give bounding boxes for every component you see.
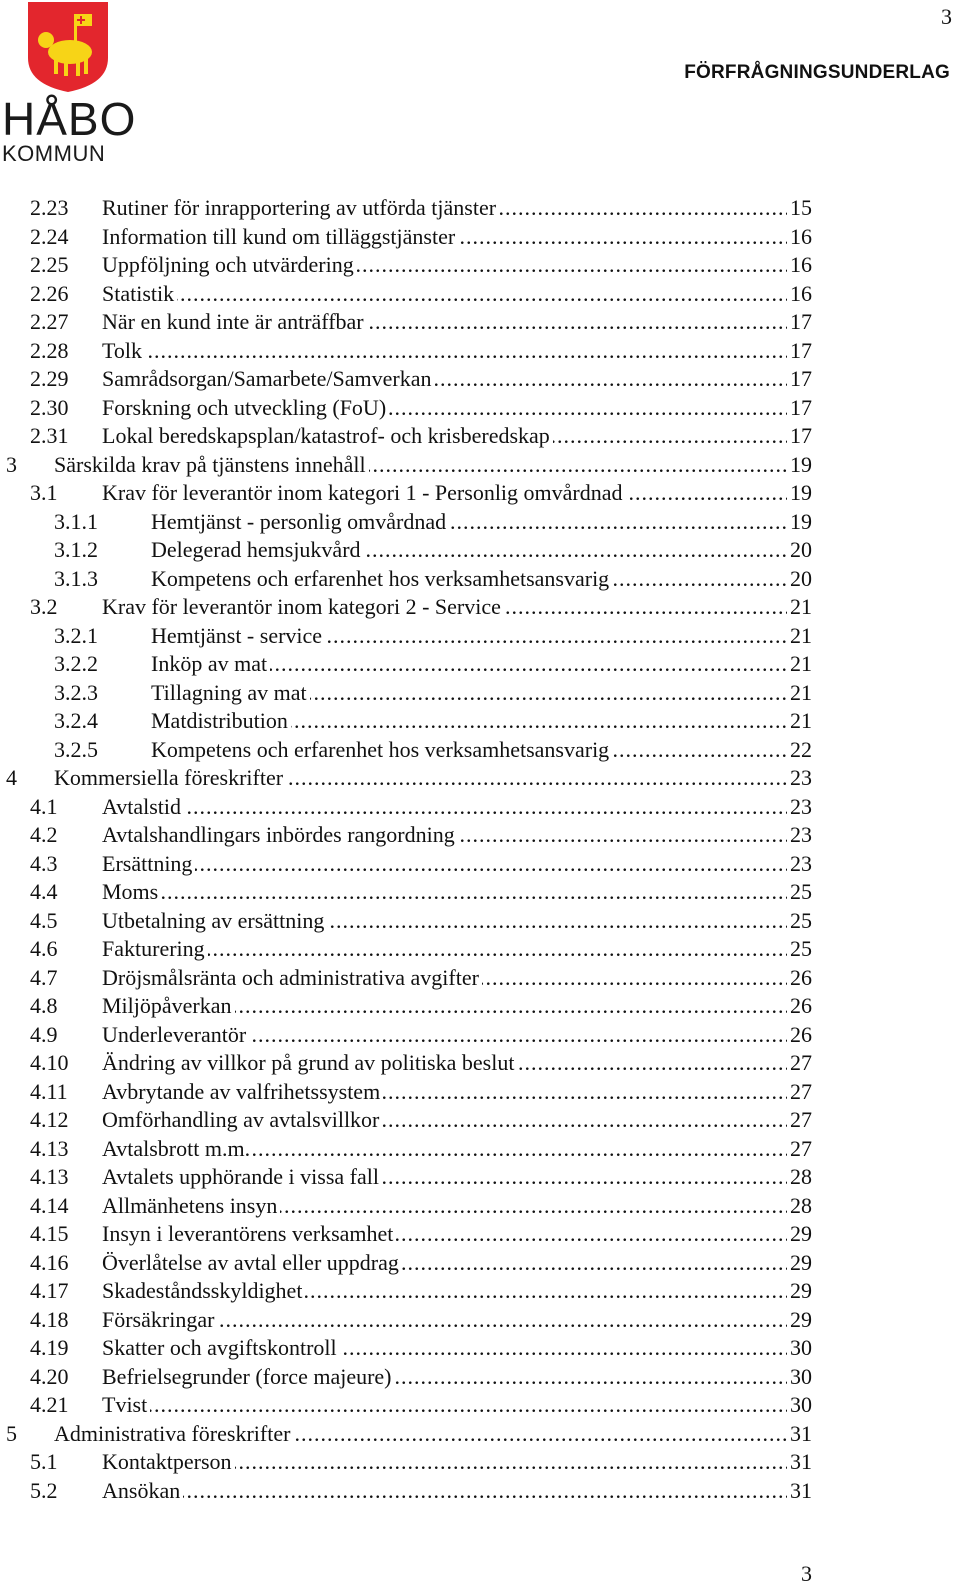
toc-entry-page: 20 [787, 565, 812, 593]
toc-entry-page: 21 [787, 679, 812, 707]
toc-entry-title: Forskning och utveckling (FoU) [102, 395, 389, 420]
toc-entry-number: 5.1 [30, 1449, 58, 1474]
toc-entry-leader [102, 365, 810, 393]
toc-entry-leader [102, 251, 810, 279]
toc-entry[interactable] [0, 308, 960, 337]
toc-entry-title: Avtalsbrott m.m. [102, 1136, 253, 1161]
toc-entry-page: 19 [787, 508, 812, 536]
toc-entry[interactable] [0, 964, 960, 993]
toc-entry-page: 25 [787, 878, 812, 906]
toc-entry-leader [151, 736, 810, 764]
toc-entry-leader [102, 1334, 810, 1362]
toc-entry-leader [102, 1448, 810, 1476]
toc-entry-title: Tillagning av mat [151, 680, 310, 705]
toc-entry-number: 3.2.1 [54, 622, 98, 648]
toc-entry[interactable] [0, 935, 960, 964]
toc-entry-page: 30 [787, 1363, 812, 1391]
toc-entry-leader [102, 1477, 810, 1505]
toc-entry-title: Omförhandling av avtalsvillkor [102, 1107, 382, 1132]
toc-entry[interactable] [0, 1420, 960, 1449]
toc-entry-page: 17 [787, 422, 812, 450]
toc-entry-page: 23 [787, 793, 812, 821]
toc-entry-title: Miljöpåverkan [102, 993, 235, 1018]
toc-entry-page: 17 [787, 337, 812, 365]
toc-entry-number: 2.25 [30, 252, 69, 277]
document-type: FÖRFRÅGNINGSUNDERLAG [684, 62, 950, 83]
toc-entry-number: 4.19 [30, 1335, 69, 1360]
toc-entry-title: Underleverantör [102, 1022, 249, 1047]
toc-entry-page: 30 [787, 1391, 812, 1419]
toc-entry[interactable] [0, 422, 960, 451]
toc-entry-number: 4.7 [30, 964, 58, 990]
toc-entry-title: Delegerad hemsjukvård [151, 537, 364, 562]
toc-entry-leader [102, 821, 810, 849]
toc-entry-page: 27 [787, 1106, 812, 1134]
toc-entry[interactable] [0, 1135, 960, 1164]
toc-entry-number: 4.13 [30, 1164, 69, 1189]
toc-entry-title: Krav för leverantör inom kategori 2 - Service [102, 594, 504, 619]
toc-entry-number: 3.1.3 [54, 565, 98, 591]
toc-entry[interactable] [0, 622, 960, 651]
toc-entry-page: 19 [787, 451, 812, 479]
toc-entry-number: 2.28 [30, 337, 69, 363]
toc-entry-number: 4.1 [30, 793, 58, 819]
toc-entry-number: 5.2 [30, 1477, 58, 1503]
toc-entry-leader [102, 308, 810, 336]
toc-entry-number: 4.6 [30, 936, 58, 961]
toc-entry-page: 21 [787, 622, 812, 650]
toc-entry[interactable] [0, 736, 960, 765]
toc-entry-leader [151, 622, 810, 650]
toc-entry-leader [102, 394, 810, 422]
toc-entry[interactable] [0, 365, 960, 394]
logo-text-kommun: KOMMUN [2, 141, 106, 166]
toc-entry-leader [102, 793, 810, 821]
toc-entry-leader [54, 1420, 810, 1448]
toc-entry-title: Uppföljning och utvärdering [102, 252, 357, 277]
toc-entry-title: Överlåtelse av avtal eller uppdrag [102, 1250, 402, 1275]
toc-entry[interactable] [0, 1477, 960, 1506]
toc-entry-number: 4.4 [30, 879, 58, 904]
toc-entry-page: 28 [787, 1192, 812, 1220]
toc-entry-number: 2.23 [30, 195, 69, 220]
toc-entry-title: Statistik [102, 281, 177, 306]
toc-entry[interactable] [0, 479, 960, 508]
toc-entry-title: Kompetens och erfarenhet hos verksamhetsansvarig [151, 566, 612, 591]
toc-entry-leader [151, 536, 810, 564]
toc-entry-number: 3.2.5 [54, 736, 98, 762]
toc-entry-title: Krav för leverantör inom kategori 1 - Personlig omvårdnad [102, 480, 626, 505]
toc-entry-leader [102, 1306, 810, 1334]
toc-entry-leader [54, 451, 810, 479]
toc-entry[interactable] [0, 907, 960, 936]
toc-entry-number: 4 [6, 765, 17, 790]
toc-entry-number: 4.9 [30, 1021, 58, 1047]
toc-entry-title: Skadeståndsskyldighet [102, 1278, 305, 1303]
toc-entry-title: Skatter och avgiftskontroll [102, 1335, 340, 1360]
toc-entry-number: 4.3 [30, 850, 58, 876]
toc-entry-number: 4.16 [30, 1249, 69, 1275]
toc-entry-leader [102, 479, 810, 507]
toc-entry-title: Försäkringar [102, 1307, 217, 1332]
toc-entry[interactable] [0, 679, 960, 708]
toc-entry-page: 17 [787, 308, 812, 336]
toc-entry-page: 16 [787, 280, 812, 308]
toc-entry-title: Information till kund om tilläggstjänster [102, 224, 458, 249]
toc-entry-leader [102, 1363, 810, 1391]
toc-entry-number: 2.31 [30, 423, 69, 448]
toc-entry-leader [54, 764, 810, 792]
toc-entry[interactable] [0, 1220, 960, 1249]
toc-entry-leader [102, 337, 810, 365]
toc-entry-number: 3.2.2 [54, 651, 98, 676]
toc-entry-page: 27 [787, 1078, 812, 1106]
toc-entry-leader [102, 593, 810, 621]
toc-entry-page: 30 [787, 1334, 812, 1362]
toc-entry-leader [102, 907, 810, 935]
toc-entry-leader [151, 565, 810, 593]
toc-entry[interactable] [0, 1306, 960, 1335]
toc-entry-page: 15 [787, 194, 812, 222]
toc-entry-page: 29 [787, 1306, 812, 1334]
toc-entry-title: Hemtjänst - service [151, 623, 325, 648]
toc-entry[interactable] [0, 878, 960, 907]
toc-entry-leader [102, 194, 810, 222]
toc-entry-number: 4.8 [30, 993, 58, 1018]
toc-entry[interactable] [0, 1049, 960, 1078]
toc-entry-title: Ansökan [102, 1478, 183, 1503]
toc-entry-title: Befrielsegrunder (force majeure) [102, 1364, 395, 1389]
toc-entry[interactable] [0, 1391, 960, 1420]
toc-entry-number: 4.21 [30, 1392, 69, 1417]
toc-entry-number: 2.26 [30, 280, 69, 306]
toc-entry-leader [102, 1106, 810, 1134]
toc-entry[interactable] [0, 793, 960, 822]
toc-entry-number: 4.5 [30, 907, 58, 933]
toc-entry-number: 4.2 [30, 822, 58, 847]
toc-entry-page: 31 [787, 1420, 812, 1448]
toc-entry-page: 25 [787, 935, 812, 963]
toc-entry-page: 21 [787, 707, 812, 735]
toc-entry[interactable] [0, 1106, 960, 1135]
toc-entry-leader [102, 280, 810, 308]
toc-entry-title: När en kund inte är anträffbar [102, 309, 367, 334]
toc-entry-leader [102, 1078, 810, 1106]
toc-entry-number: 3.1.1 [54, 508, 98, 534]
toc-entry-title: Avbrytande av valfrihetssystem [102, 1079, 383, 1104]
toc-entry-leader [102, 1220, 810, 1248]
toc-entry-leader [151, 707, 810, 735]
toc-entry-title: Lokal beredskapsplan/katastrof- och krisberedskap [102, 423, 553, 448]
toc-entry-page: 20 [787, 536, 812, 564]
toc-entry-page: 27 [787, 1049, 812, 1077]
toc-entry-page: 16 [787, 223, 812, 251]
toc-entry-number: 4.17 [30, 1278, 69, 1303]
toc-entry-title: Kompetens och erfarenhet hos verksamhetsansvarig [151, 737, 612, 762]
toc-entry-number: 5 [6, 1420, 17, 1446]
toc-entry-number: 3.2.3 [54, 679, 98, 705]
toc-entry-page: 19 [787, 479, 812, 507]
toc-entry-number: 4.10 [30, 1050, 69, 1075]
toc-entry-page: 27 [787, 1135, 812, 1163]
toc-entry-leader [151, 679, 810, 707]
toc-entry[interactable] [0, 764, 960, 793]
toc-entry-number: 4.14 [30, 1192, 69, 1218]
toc-entry[interactable] [0, 1078, 960, 1107]
toc-entry-page: 25 [787, 907, 812, 935]
logo-text-habo: HÅBO [2, 93, 137, 145]
toc-entry-title: Fakturering [102, 936, 208, 961]
toc-entry-page: 28 [787, 1163, 812, 1191]
toc-entry-title: Tvist [102, 1392, 150, 1417]
toc-entry-leader [102, 422, 810, 450]
toc-entry-title: Avtalets upphörande i vissa fall [102, 1164, 382, 1189]
toc-entry[interactable] [0, 536, 960, 565]
toc-entry-title: Avtalshandlingars inbördes rangordning [102, 822, 458, 847]
toc-entry[interactable] [0, 251, 960, 280]
toc-entry-number: 4.13 [30, 1135, 69, 1161]
toc-entry[interactable] [0, 593, 960, 622]
toc-entry-title: Allmänhetens insyn [102, 1193, 280, 1218]
toc-entry[interactable] [0, 337, 960, 366]
toc-entry-title: Avtalstid [102, 794, 184, 819]
toc-entry[interactable] [0, 1163, 960, 1192]
page-number-top: 3 [941, 4, 952, 29]
toc-entry-leader [102, 1021, 810, 1049]
toc-entry-title: Insyn i leverantörens verksamhet [102, 1221, 396, 1246]
toc-entry-number: 2.27 [30, 309, 69, 334]
toc-entry-number: 3.2 [30, 594, 58, 619]
toc-entry-title: Moms [102, 879, 161, 904]
toc-entry-leader [102, 850, 810, 878]
toc-entry[interactable] [0, 508, 960, 537]
toc-entry-page: 23 [787, 850, 812, 878]
toc-entry[interactable] [0, 850, 960, 879]
toc-entry-title: Tolk [102, 338, 145, 363]
toc-entry-title: Hemtjänst - personlig omvårdnad [151, 509, 449, 534]
toc-entry-page: 31 [787, 1448, 812, 1476]
page-number-bottom: 3 [801, 1561, 812, 1586]
toc-entry[interactable] [0, 650, 960, 679]
toc-entry-leader [102, 1249, 810, 1277]
toc-entry-page: 29 [787, 1277, 812, 1305]
toc-entry-page: 22 [787, 736, 812, 764]
toc-entry-title: Särskilda krav på tjänstens innehåll [54, 452, 369, 477]
toc-entry-page: 29 [787, 1249, 812, 1277]
toc-entry-leader [102, 878, 810, 906]
toc-entry-number: 4.11 [30, 1078, 68, 1104]
toc-entry-page: 26 [787, 1021, 812, 1049]
toc-entry-leader [102, 1135, 810, 1163]
toc-entry-number: 4.12 [30, 1107, 69, 1132]
toc-entry-title: Kommersiella föreskrifter [54, 765, 286, 790]
toc-entry-number: 2.29 [30, 366, 69, 391]
toc-entry-leader [102, 223, 810, 251]
toc-entry-title: Matdistribution [151, 708, 291, 733]
toc-entry[interactable] [0, 1192, 960, 1221]
toc-entry[interactable] [0, 1363, 960, 1392]
toc-entry-page: 17 [787, 365, 812, 393]
toc-entry-page: 23 [787, 764, 812, 792]
toc-entry-number: 3 [6, 451, 17, 477]
toc-entry-page: 31 [787, 1477, 812, 1505]
toc-entry-leader [102, 1277, 810, 1305]
toc-entry-title: Rutiner för inrapportering av utförda tjänster [102, 195, 499, 220]
toc-entry-number: 4.18 [30, 1306, 69, 1332]
toc-entry-number: 3.2.4 [54, 708, 98, 733]
toc-entry-title: Samrådsorgan/Samarbete/Samverkan [102, 366, 435, 391]
toc-entry[interactable] [0, 1448, 960, 1477]
toc-entry[interactable] [0, 821, 960, 850]
toc-entry[interactable] [0, 565, 960, 594]
toc-entry-leader [102, 964, 810, 992]
toc-entry-leader [102, 1163, 810, 1191]
toc-entry-leader [151, 508, 810, 536]
toc-entry[interactable] [0, 223, 960, 252]
toc-entry[interactable] [0, 992, 960, 1021]
toc-entry-page: 26 [787, 964, 812, 992]
toc-entry-title: Inköp av mat [151, 651, 270, 676]
toc-entry[interactable] [0, 1334, 960, 1363]
toc-entry[interactable] [0, 1249, 960, 1278]
toc-entry-page: 21 [787, 650, 812, 678]
toc-entry-leader [102, 992, 810, 1020]
toc-entry-number: 2.30 [30, 394, 69, 420]
toc-entry-page: 17 [787, 394, 812, 422]
toc-entry-number: 4.20 [30, 1363, 69, 1389]
table-of-contents [0, 194, 960, 1505]
toc-entry-title: Utbetalning av ersättning [102, 908, 327, 933]
toc-entry-title: Administrativa föreskrifter [54, 1421, 293, 1446]
toc-entry[interactable] [0, 194, 960, 223]
toc-entry[interactable] [0, 707, 960, 736]
toc-entry-number: 4.15 [30, 1221, 69, 1246]
toc-entry-page: 16 [787, 251, 812, 279]
toc-entry-title: Ersättning [102, 851, 195, 876]
toc-entry-page: 26 [787, 992, 812, 1020]
toc-entry-title: Kontaktperson [102, 1449, 235, 1474]
toc-entry-page: 21 [787, 593, 812, 621]
toc-entry-page: 29 [787, 1220, 812, 1248]
toc-entry-title: Ändring av villkor på grund av politiska beslut [102, 1050, 517, 1075]
toc-entry-number: 3.1 [30, 480, 58, 505]
toc-entry-leader [102, 1192, 810, 1220]
toc-entry[interactable] [0, 280, 960, 309]
toc-entry[interactable] [0, 451, 960, 480]
toc-entry-page: 23 [787, 821, 812, 849]
toc-entry-number: 3.1.2 [54, 537, 98, 562]
toc-entry[interactable] [0, 1277, 960, 1306]
toc-entry-title: Dröjsmålsränta och administrativa avgifter [102, 965, 482, 990]
toc-entry-leader [102, 1049, 810, 1077]
toc-entry[interactable] [0, 394, 960, 423]
toc-entry-leader [102, 935, 810, 963]
toc-entry-leader [102, 1391, 810, 1419]
toc-entry-leader [151, 650, 810, 678]
toc-entry[interactable] [0, 1021, 960, 1050]
toc-entry-number: 2.24 [30, 223, 69, 249]
